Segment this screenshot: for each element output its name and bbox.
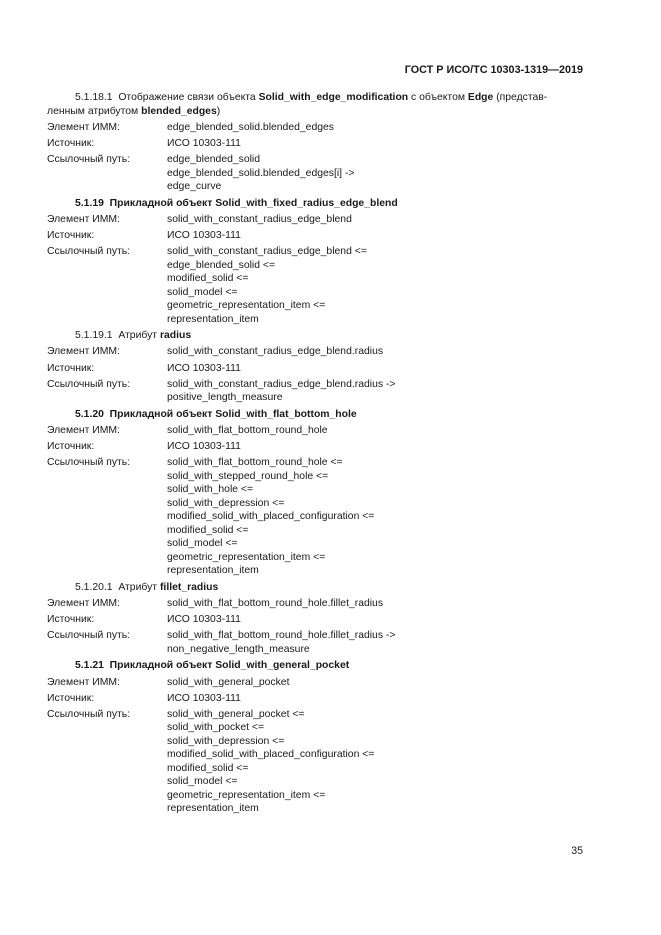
field-label: Источник: — [47, 692, 95, 704]
entity-name: Solid_with_edge_modification — [258, 92, 409, 103]
mapping-source-row — [47, 362, 587, 376]
mapping-element-row — [47, 345, 587, 359]
section-heading: Прикладной объект Solid_with_general_pocket — [109, 660, 350, 672]
field-label: Элемент ИММ: — [47, 346, 120, 358]
section-title-5-1-19 — [47, 197, 587, 211]
path-lines — [167, 456, 587, 578]
mapping-element-row — [47, 424, 587, 438]
field-label: Элемент ИММ: — [47, 597, 120, 609]
path-lines — [167, 708, 587, 816]
field-value: solid_with_flat_bottom_round_hole.fillet_radius — [167, 597, 384, 609]
path-line: solid_with_pocket <= — [167, 722, 265, 734]
mapping-element-row — [47, 121, 587, 135]
mapping-element-row — [47, 676, 587, 690]
field-label: Ссылочный путь: — [47, 246, 131, 258]
section-number: 5.1.21 — [75, 660, 104, 672]
field-label: Источник: — [47, 614, 95, 626]
section-title-5-1-21 — [47, 659, 587, 673]
page-content — [47, 91, 587, 816]
path-line: representation_item — [167, 803, 259, 815]
path-line: solid_with_flat_bottom_round_hole.fillet_radius -> — [167, 630, 396, 642]
field-value: ИСО 10303-111 — [167, 441, 241, 453]
field-label: Элемент ИММ: — [47, 213, 120, 225]
attribute-name: radius — [159, 330, 192, 342]
path-lines — [167, 245, 587, 326]
path-lines — [167, 153, 587, 194]
path-line: representation_item — [167, 565, 259, 577]
clause-text: с объектом — [411, 92, 465, 103]
path-line: solid_with_general_pocket <= — [167, 708, 305, 720]
path-line: solid_with_constant_radius_edge_blend <= — [167, 246, 367, 258]
mapping-path-row — [47, 456, 587, 578]
field-value: ИСО 10303-111 — [167, 614, 241, 626]
path-line: edge_curve — [167, 181, 222, 193]
field-label: Элемент ИММ: — [47, 424, 120, 436]
field-value: solid_with_constant_radius_edge_blend.radius — [167, 346, 384, 358]
section-heading: Прикладной объект Solid_with_fixed_radius_edge_blend — [109, 197, 398, 209]
path-line: modified_solid <= — [167, 273, 249, 285]
field-value: edge_blended_solid.blended_edges — [167, 121, 334, 133]
standard-code-header: ГОСТ Р ИСО/ТС 10303-1319—2019 — [404, 64, 583, 76]
mapping-path-row — [47, 629, 587, 656]
field-value: ИСО 10303-111 — [167, 362, 241, 374]
path-line: solid_with_depression <= — [167, 497, 285, 509]
page-number: 35 — [571, 845, 583, 857]
field-value: solid_with_general_pocket — [167, 676, 290, 688]
clause-5-1-20-1 — [47, 581, 587, 595]
attribute-word: Атрибут — [118, 330, 158, 342]
path-lines — [167, 629, 587, 656]
section-title-5-1-20 — [47, 408, 587, 422]
field-value: solid_with_constant_radius_edge_blend — [167, 213, 352, 225]
clause-number: 5.1.19.1 — [75, 330, 113, 342]
path-line: geometric_representation_item <= — [167, 300, 326, 312]
section-number: 5.1.20 — [75, 408, 104, 420]
mapping-path-row — [47, 708, 587, 816]
path-line: solid_with_flat_bottom_round_hole <= — [167, 457, 343, 469]
path-lines — [167, 378, 587, 405]
path-line: representation_item — [167, 313, 259, 325]
field-value: ИСО 10303-111 — [167, 229, 241, 241]
field-label: Источник: — [47, 229, 95, 241]
path-line: positive_length_measure — [167, 392, 283, 404]
section-number: 5.1.19 — [75, 197, 104, 209]
path-line: modified_solid_with_placed_configuration <= — [167, 749, 375, 761]
clause-number: 5.1.20.1 — [75, 581, 113, 593]
path-line: solid_model <= — [167, 538, 238, 550]
mapping-element-row — [47, 597, 587, 611]
path-line: edge_blended_solid.blended_edges[i] -> — [167, 167, 355, 179]
clause-text: (представ- — [496, 92, 548, 103]
path-line: solid_with_constant_radius_edge_blend.radius -> — [167, 378, 396, 390]
field-label: Источник: — [47, 137, 95, 149]
clause-5-1-18-1 — [47, 91, 587, 105]
attribute-word: Атрибут — [118, 581, 158, 593]
path-line: solid_with_hole <= — [167, 484, 254, 496]
path-line: solid_model <= — [167, 776, 238, 788]
path-line: modified_solid_with_placed_configuration <= — [167, 511, 375, 523]
path-line: geometric_representation_item <= — [167, 551, 326, 563]
mapping-path-row — [47, 153, 587, 194]
field-label: Источник: — [47, 362, 95, 374]
clause-continuation — [47, 105, 587, 119]
path-line: solid_with_stepped_round_hole <= — [167, 470, 329, 482]
field-label: Ссылочный путь: — [47, 154, 131, 166]
mapping-path-row — [47, 378, 587, 405]
clause-5-1-19-1 — [47, 329, 587, 343]
attribute-name: fillet_radius — [159, 581, 219, 593]
entity-name: Edge — [467, 92, 494, 103]
clause-text: Отображение связи объекта — [118, 92, 256, 103]
path-line: solid_with_depression <= — [167, 735, 285, 747]
mapping-source-row — [47, 440, 587, 454]
path-line: non_negative_length_measure — [167, 643, 310, 655]
field-label: Ссылочный путь: — [47, 378, 131, 390]
mapping-source-row — [47, 137, 587, 151]
path-line: modified_solid <= — [167, 524, 249, 536]
mapping-element-row — [47, 213, 587, 227]
mapping-source-row — [47, 229, 587, 243]
field-label: Элемент ИММ: — [47, 676, 120, 688]
clause-text: ) — [216, 105, 221, 117]
field-label: Источник: — [47, 441, 95, 453]
field-label: Элемент ИММ: — [47, 121, 120, 133]
path-line: edge_blended_solid — [167, 154, 261, 166]
field-value: ИСО 10303-111 — [167, 692, 241, 704]
field-value: ИСО 10303-111 — [167, 137, 241, 149]
path-line: solid_model <= — [167, 286, 238, 298]
field-label: Ссылочный путь: — [47, 708, 131, 720]
field-label: Ссылочный путь: — [47, 457, 131, 469]
clause-number: 5.1.18.1 — [75, 92, 113, 103]
clause-text: ленным атрибутом — [47, 105, 139, 117]
field-label: Ссылочный путь: — [47, 630, 131, 642]
path-line: edge_blended_solid <= — [167, 259, 276, 271]
section-heading: Прикладной объект Solid_with_flat_bottom_hole — [109, 408, 357, 420]
mapping-source-row — [47, 613, 587, 627]
attribute-name: blended_edges — [141, 105, 217, 117]
path-line: modified_solid <= — [167, 762, 249, 774]
field-value: solid_with_flat_bottom_round_hole — [167, 424, 328, 436]
path-line: geometric_representation_item <= — [167, 789, 326, 801]
mapping-path-row — [47, 245, 587, 326]
mapping-source-row — [47, 692, 587, 706]
